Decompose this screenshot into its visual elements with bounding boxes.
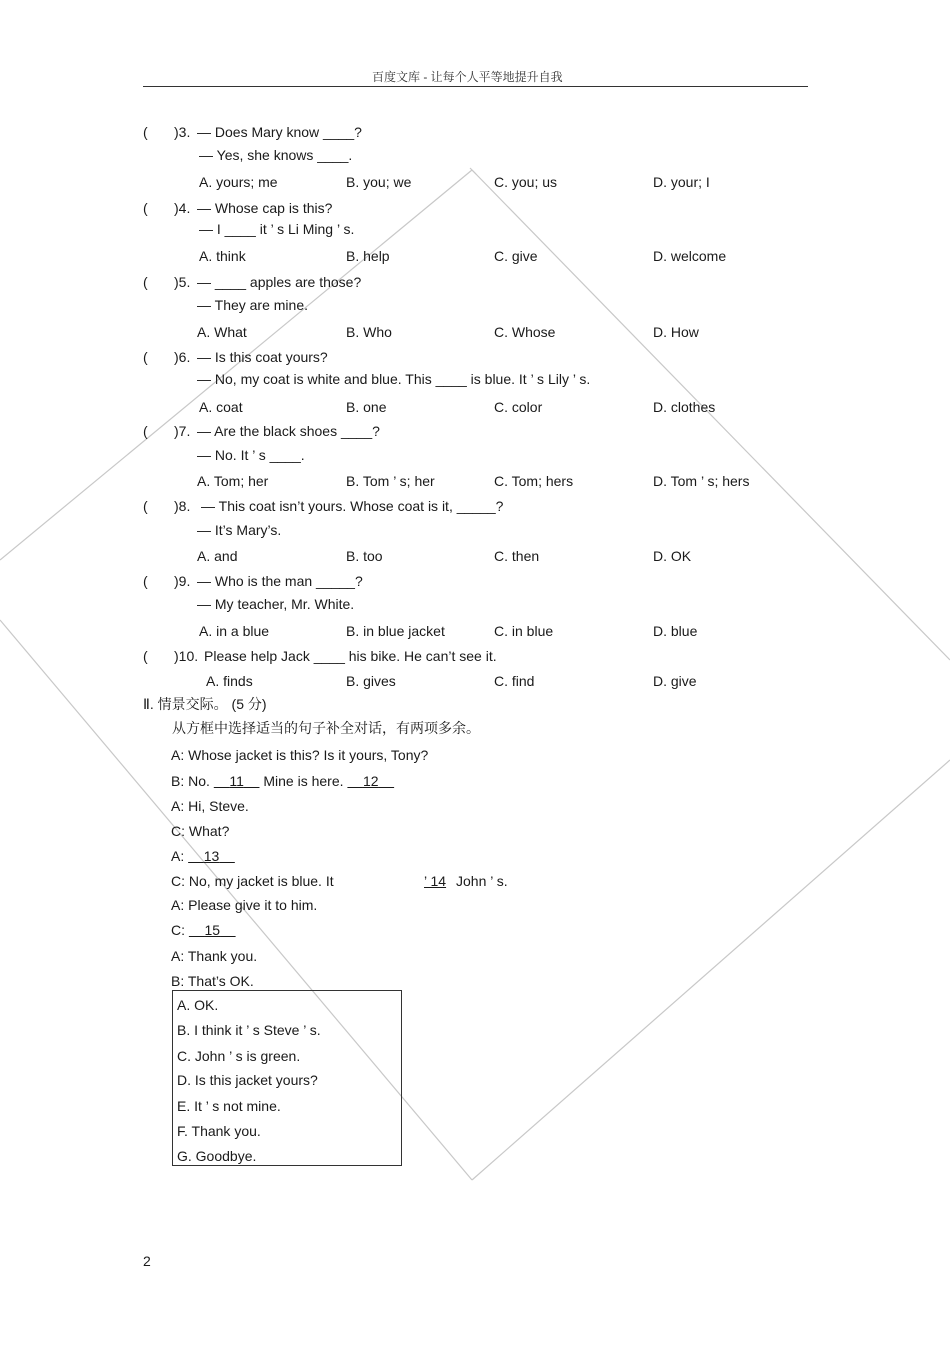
question-number: )7. bbox=[174, 423, 191, 439]
answer-blank: 15 bbox=[204, 922, 221, 938]
option-b: B. help bbox=[346, 248, 390, 264]
dialogue-text: C: What? bbox=[171, 823, 230, 839]
dialogue-text: C: bbox=[171, 922, 189, 938]
choice-b: B. I think it ’ s Steve ’ s. bbox=[177, 1022, 321, 1038]
answer-paren: ( bbox=[143, 349, 148, 365]
option-a: A. and bbox=[197, 548, 238, 564]
option-a: A. in a blue bbox=[199, 623, 270, 639]
question-line-1: — Does Mary know ____? bbox=[197, 124, 362, 140]
choice-e: E. It ’ s not mine. bbox=[177, 1098, 281, 1114]
option-b: B. Tom ’ s; her bbox=[346, 473, 435, 489]
dialogue-text: A: Hi, Steve. bbox=[171, 798, 249, 814]
dialogue-text: Mine is here. bbox=[259, 773, 348, 789]
question-number: )4. bbox=[174, 200, 191, 216]
answer-paren: ( bbox=[143, 200, 148, 216]
dialogue-line bbox=[171, 746, 428, 764]
question-line-2: — They are mine. bbox=[197, 297, 309, 313]
option-b: B. gives bbox=[346, 673, 396, 689]
answer-paren: ( bbox=[143, 274, 148, 290]
option-d: D. give bbox=[653, 673, 697, 689]
option-c: C. in blue bbox=[494, 623, 554, 639]
dialogue-line bbox=[171, 847, 235, 865]
answer-blank: ’ 14 bbox=[424, 873, 447, 889]
header-rule bbox=[143, 86, 808, 87]
dialogue-line bbox=[171, 921, 236, 939]
question-line-1: — Are the black shoes ____? bbox=[197, 423, 380, 439]
dialogue-text: B: That’s OK. bbox=[171, 973, 254, 989]
option-a: A. Tom; her bbox=[197, 473, 269, 489]
option-d: D. clothes bbox=[653, 399, 716, 415]
question-line-1: — ____ apples are those? bbox=[197, 274, 362, 290]
question-line-1: — Who is the man _____? bbox=[197, 573, 363, 589]
dialogue-line bbox=[171, 822, 229, 840]
dialogue-text: C: No, my jacket is blue. It bbox=[171, 873, 334, 889]
question-line-1: Please help Jack ____ his bike. He can’t see it. bbox=[204, 648, 497, 664]
option-a: A. What bbox=[197, 324, 247, 340]
dialogue-line bbox=[171, 772, 394, 790]
question-line-2: — My teacher, Mr. White. bbox=[197, 596, 355, 612]
option-c: C. then bbox=[494, 548, 540, 564]
option-b: B. you; we bbox=[346, 174, 412, 190]
question-line-1: — Whose cap is this? bbox=[197, 200, 333, 216]
option-c: C. give bbox=[494, 248, 538, 264]
option-b: B. one bbox=[346, 399, 387, 415]
option-c: C. Whose bbox=[494, 324, 556, 340]
dialogue-text: A: Please give it to him. bbox=[171, 897, 318, 913]
choice-d: D. Is this jacket yours? bbox=[177, 1072, 318, 1088]
question-line-2: — Yes, she knows ____. bbox=[199, 147, 353, 163]
choice-g: G. Goodbye. bbox=[177, 1148, 257, 1164]
question-line-2: — No. It ’ s ____. bbox=[197, 447, 305, 463]
question-line-2: — No, my coat is white and blue. This ____ is blue. It ’ s Lily ’ s. bbox=[197, 371, 591, 387]
option-c: C. find bbox=[494, 673, 535, 689]
question-line-1: — This coat isn’t yours. Whose coat is it, _____? bbox=[201, 498, 504, 514]
option-a: A. coat bbox=[199, 399, 243, 415]
option-b: B. Who bbox=[346, 324, 392, 340]
answer-paren: ( bbox=[143, 648, 148, 664]
answer-paren: ( bbox=[143, 423, 148, 439]
option-d: D. OK bbox=[653, 548, 692, 564]
page-number: 2 bbox=[143, 1253, 151, 1269]
question-number: )6. bbox=[174, 349, 191, 365]
option-c: C. Tom; hers bbox=[494, 473, 574, 489]
dialogue-text: A: bbox=[171, 848, 189, 864]
dialogue-line bbox=[171, 797, 249, 815]
answer-paren: ( bbox=[143, 498, 148, 514]
choices-box bbox=[172, 990, 402, 1166]
option-d: D. How bbox=[653, 324, 699, 340]
option-c: C. you; us bbox=[494, 174, 558, 190]
dialogue-line bbox=[171, 872, 508, 890]
dialogue-text: B: No. bbox=[171, 773, 214, 789]
question-number: )3. bbox=[174, 124, 191, 140]
dialogue-line bbox=[171, 972, 254, 990]
answer-paren: ( bbox=[143, 573, 148, 589]
section-instruction: 从方框中选择适当的句子补全对话，有两项多余。 bbox=[172, 720, 480, 736]
section-title: Ⅱ. 情景交际。 (5 分) bbox=[143, 696, 267, 712]
option-a: A. think bbox=[199, 248, 246, 264]
choice-a: A. OK. bbox=[177, 997, 219, 1013]
option-d: D. blue bbox=[653, 623, 698, 639]
dialogue-text: A: Whose jacket is this? Is it yours, Tony? bbox=[171, 747, 429, 763]
question-number: )9. bbox=[174, 573, 191, 589]
dialogue-line bbox=[171, 947, 257, 965]
answer-blank: 13 bbox=[203, 848, 220, 864]
question-number: )8. bbox=[174, 498, 191, 514]
question-number: )5. bbox=[174, 274, 191, 290]
dialogue-text: A: Thank you. bbox=[171, 948, 258, 964]
option-b: B. in blue jacket bbox=[346, 623, 445, 639]
question-line-2: — It’s Mary’s. bbox=[197, 522, 282, 538]
option-b: B. too bbox=[346, 548, 383, 564]
option-c: C. color bbox=[494, 399, 543, 415]
option-d: D. your; I bbox=[653, 174, 710, 190]
answer-blank: 11 bbox=[229, 773, 244, 789]
answer-blank: 12 bbox=[362, 773, 379, 789]
question-number: )10. bbox=[174, 648, 199, 664]
option-d: D. Tom ’ s; hers bbox=[653, 473, 750, 489]
option-a: A. yours; me bbox=[199, 174, 278, 190]
answer-paren: ( bbox=[143, 124, 148, 140]
page-header: 百度文库 - 让每个人平等地提升自我 bbox=[372, 70, 563, 84]
choice-c: C. John ’ s is green. bbox=[177, 1048, 301, 1064]
choice-f: F. Thank you. bbox=[177, 1123, 261, 1139]
dialogue-text: John ’ s. bbox=[456, 873, 508, 889]
question-line-1: — Is this coat yours? bbox=[197, 349, 328, 365]
option-d: D. welcome bbox=[653, 248, 727, 264]
option-a: A. finds bbox=[206, 673, 253, 689]
dialogue-line bbox=[171, 896, 317, 914]
question-line-2: — I ____ it ’ s Li Ming ’ s. bbox=[199, 221, 355, 237]
